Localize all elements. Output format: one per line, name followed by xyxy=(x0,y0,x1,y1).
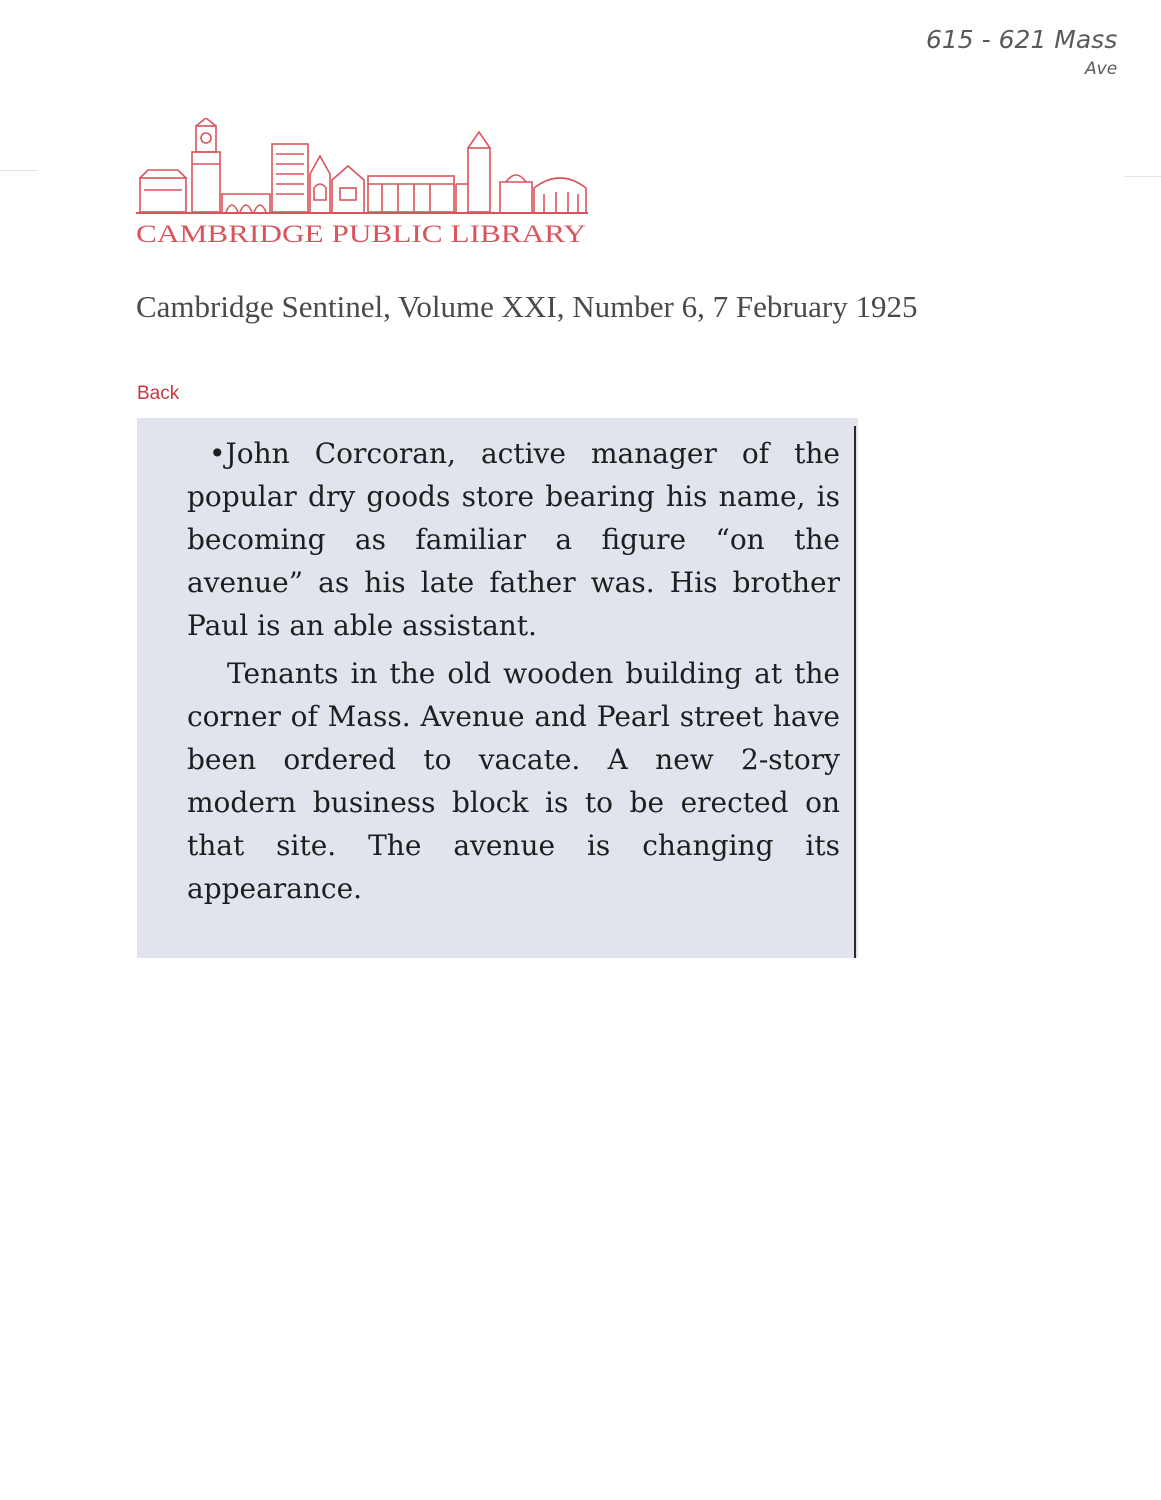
scan-margin-mark xyxy=(1124,176,1161,177)
handwritten-note-line2: Ave xyxy=(1085,59,1118,79)
handwritten-note xyxy=(920,20,1140,80)
article-paragraph: •John Corcoran, active manager of the popular dry goods store bearing his name, is becoming as familiar a figure “on the avenue” as his late father was. His brother Paul is an able assistant. xyxy=(187,437,840,642)
handwritten-note-graphic xyxy=(920,20,1140,80)
scan-margin-mark xyxy=(0,170,38,171)
page-title: Cambridge Sentinel, Volume XXI, Number 6, 7 February 1925 xyxy=(136,289,918,324)
column-rule xyxy=(854,426,856,958)
newspaper-clipping xyxy=(137,418,858,958)
back-link[interactable]: Back xyxy=(137,383,180,404)
article-text xyxy=(187,432,840,915)
article-paragraph: Tenants in the old wooden building at the corner of Mass. Avenue and Pearl street have been ordered to vacate. A new 2-story modern business block is to be erected on that site. The avenue is changing its appearance. xyxy=(187,657,840,905)
library-name: CAMBRIDGE PUBLIC LIBRARY xyxy=(136,221,586,246)
cambridge-public-library-logo xyxy=(134,118,590,246)
handwritten-note-line1: 615 - 621 Mass xyxy=(926,25,1118,54)
skyline-icon xyxy=(134,118,590,246)
